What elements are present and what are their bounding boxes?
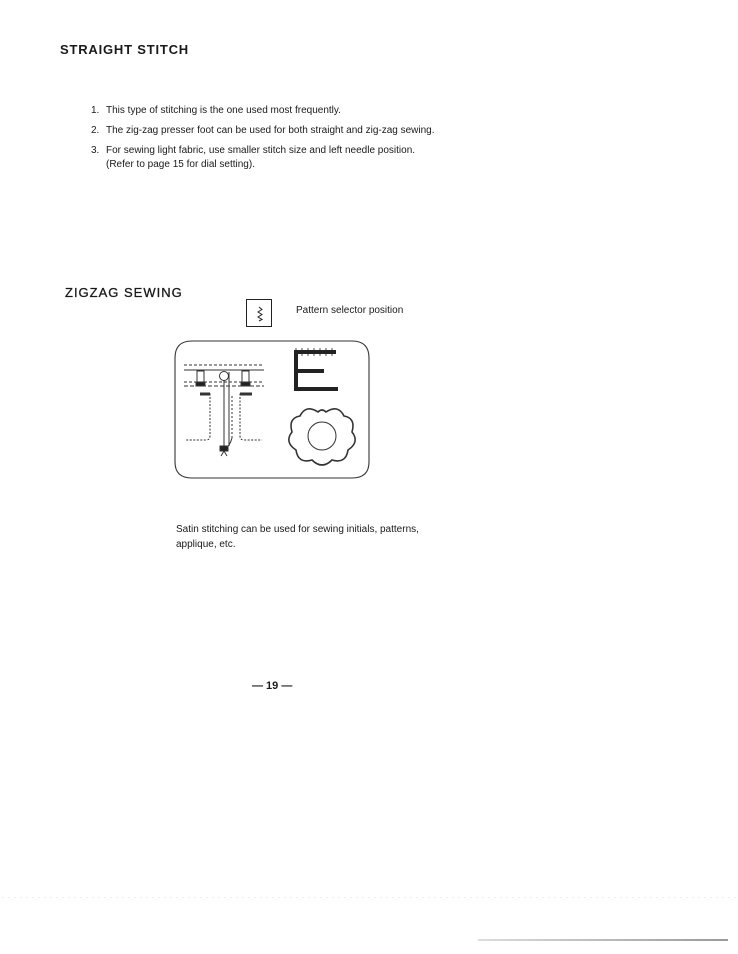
- straight-stitch-steps: [93, 104, 513, 178]
- step-number: 3.: [91, 145, 100, 156]
- pattern-selector-label: Pattern selector position: [296, 305, 404, 316]
- section-heading-zigzag-sewing: ZIGZAG SEWING: [65, 285, 183, 300]
- presser-foot-diagram: [184, 365, 264, 456]
- step-number: 1.: [91, 105, 100, 116]
- section-heading-straight-stitch: STRAIGHT STITCH: [60, 42, 189, 57]
- illustration-frame: [175, 341, 369, 478]
- step-text: For sewing light fabric, use smaller stitch size and left needle position.: [106, 145, 416, 156]
- scan-artifact-dots: [0, 896, 738, 899]
- flower-applique: [289, 409, 355, 465]
- step-text: The zig-zag presser foot can be used for both straight and zig-zag sewing.: [106, 125, 435, 136]
- satin-stitch-illustration: [172, 338, 372, 480]
- satin-letter-e: [294, 348, 338, 391]
- zigzag-pattern-icon: [247, 300, 273, 328]
- scan-artifact-line: [478, 939, 728, 941]
- pattern-selector-box: [246, 299, 272, 327]
- step-continuation: (Refer to page 15 for dial setting).: [106, 159, 255, 170]
- satin-stitch-caption: Satin stitching can be used for sewing initials, patterns, applique, etc.: [176, 524, 419, 550]
- step-number: 2.: [91, 125, 100, 136]
- list-item: [93, 124, 513, 138]
- list-item: [93, 104, 513, 118]
- list-item: [93, 144, 513, 172]
- step-text: This type of stitching is the one used most frequently.: [106, 105, 341, 116]
- page-number: — 19 —: [252, 680, 293, 692]
